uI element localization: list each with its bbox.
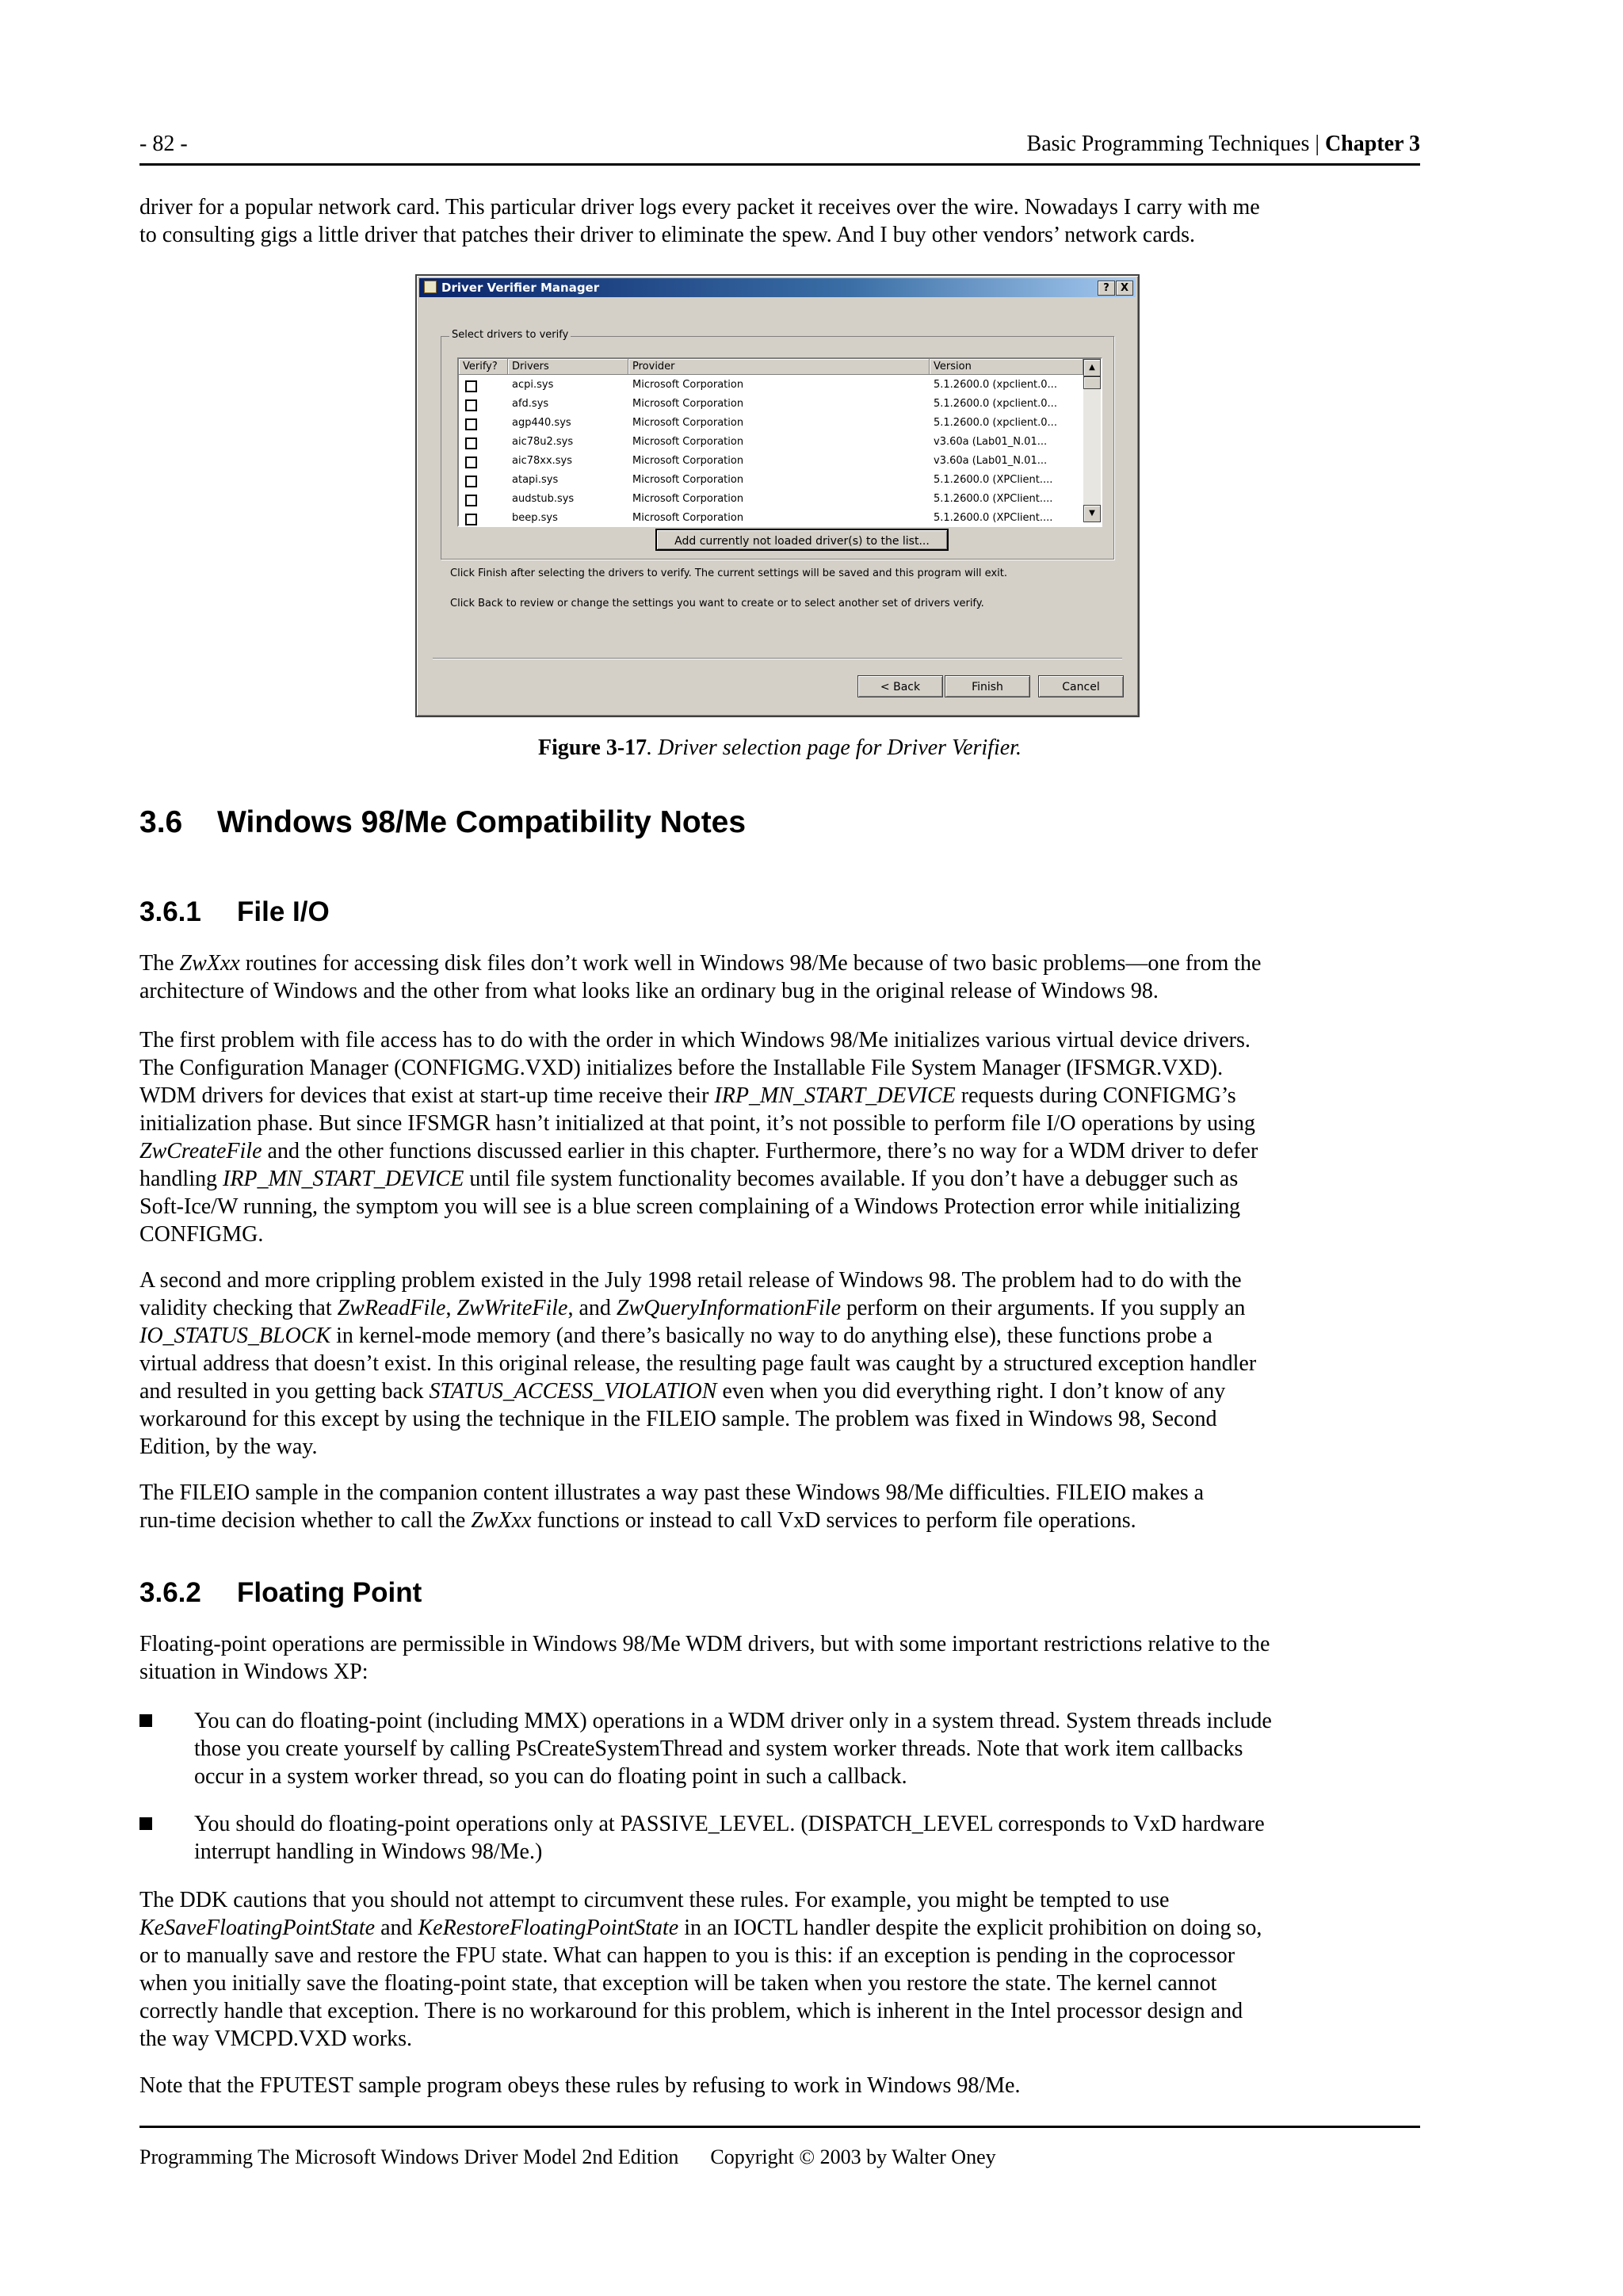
verify-checkbox[interactable] [465, 457, 477, 468]
verify-checkbox[interactable] [465, 437, 477, 449]
page-footer [139, 2126, 1420, 2169]
driver-row[interactable]: agp440.sys Microsoft Corporation 5.1.2600.0 (xpclient.0... [459, 414, 1077, 433]
paragraph: The ZwXxx routines for accessing disk files don’t work well in Windows 98/Me because of two basic problems—one from the architecture of Windows and the other from what looks like an ordinary bug in the original release of Windows 98. [139, 951, 1262, 1003]
scroll-down-icon[interactable]: ▼ [1083, 505, 1101, 522]
driver-row[interactable]: afd.sys Microsoft Corporation 5.1.2600.0 (xpclient.0... [459, 395, 1077, 414]
figure-caption [139, 735, 1420, 761]
figure-label: Figure 3-17 [538, 735, 647, 760]
list-scrollbar[interactable] [1083, 359, 1101, 522]
subsection-heading-file-io: 3.6.1 File I/O [139, 896, 330, 927]
running-header [139, 132, 1420, 166]
finish-hint: Click Finish after selecting the drivers to verify. The current settings will be saved and this program will exit. [450, 567, 1007, 579]
help-button[interactable]: ? [1098, 281, 1115, 296]
intro-paragraph: driver for a popular network card. This particular driver logs every packet it receives over the wire. Nowadays I carry with me to consulting gigs a little driver that patches their driver to eliminate the spew. And I buy other vendors’ network cards. [139, 195, 1260, 247]
paragraph: The first problem with file access has to do with the order in which Windows 98/Me initializes various virtual device drivers. The Configuration Manager (CONFIGMG.VXD) initializes before the Installable File System Manager (IFSMGR.VXD). WDM drivers for devices that exist at start-up time receive their IRP_MN_START_DEVICE requests during CONFIGMG’s initialization phase. But since IFSMGR hasn’t initialized at that point, it’s not possible to perform file I/O operations by using ZwCreateFile and the other functions discussed earlier in this chapter. Furthermore, there’s no way for a WDM driver to defer handling IRP_MN_START_DEVICE until file system functionality becomes available. If you don’t have a debugger such as Soft-Ice/W running, the symptom you will see is a blue screen complaining of a Windows Protection error while initializing CONFIGMG. [139, 1028, 1258, 1247]
group-label: Select drivers to verify [449, 329, 571, 341]
dialog-title: Driver Verifier Manager [441, 281, 600, 295]
dialog-separator [433, 658, 1122, 659]
driver-row[interactable]: aic78xx.sys Microsoft Corporation v3.60a (Lab01_N.01... [459, 452, 1077, 471]
back-button[interactable]: < Back [857, 675, 943, 697]
bullet-icon [139, 1714, 152, 1727]
subsection-heading-floating-point: 3.6.2 Floating Point [139, 1577, 422, 1608]
paragraph: Floating-point operations are permissible in Windows 98/Me WDM drivers, but with some important restrictions relative to the situation in Windows XP: [139, 1632, 1270, 1684]
copyright: Copyright © 2003 by Walter Oney [710, 2145, 996, 2168]
verify-checkbox[interactable] [465, 476, 477, 487]
book-title: Programming The Microsoft Windows Driver Model 2nd Edition [139, 2145, 679, 2168]
list-item: You can do floating-point (including MMX) operations in a WDM driver only in a system thread. System threads include those you create yourself by calling PsCreateSystemThread and system worker threads. Note that work item callbacks occur in a system worker thread, so you can do floating point in such a callback. [139, 1707, 1396, 1790]
paragraph: A second and more crippling problem existed in the July 1998 retail release of Windows 98. The problem had to do with the validity checking that ZwReadFile, ZwWriteFile, and ZwQueryInformationFile perform on their arguments. If you supply an IO_STATUS_BLOCK in kernel-mode memory (and there’s basically no way to do anything else), these functions probe a virtual address that doesn’t exist. In this original release, the resulting page fault was caught by a structured exception handler and resulted in you getting back STATUS_ACCESS_VIOLATION even when you did everything right. I don’t know of any workaround for this except by using the technique in the FILEIO sample. The problem was fixed in Windows 98, Second Edition, by the way. [139, 1268, 1257, 1459]
column-version[interactable]: Version [930, 359, 1083, 375]
verify-checkbox[interactable] [465, 399, 477, 411]
driver-row[interactable]: atapi.sys Microsoft Corporation 5.1.2600.0 (XPClient.... [459, 471, 1077, 490]
scroll-thumb[interactable] [1083, 376, 1101, 389]
list-item: You should do floating-point operations only at PASSIVE_LEVEL. (DISPATCH_LEVEL corresponds to VxD hardware interrupt handling in Windows 98/Me.) [139, 1810, 1396, 1866]
back-hint: Click Back to review or change the settings you want to create or to select another set of drivers verify. [450, 598, 984, 609]
section-heading: 3.6 Windows 98/Me Compatibility Notes [139, 805, 747, 839]
column-verify[interactable]: Verify? [459, 359, 508, 375]
driver-verifier-dialog [415, 274, 1140, 717]
running-title: Basic Programming Techniques | Chapter 3 [1026, 132, 1420, 156]
verify-checkbox[interactable] [465, 418, 477, 430]
paragraph: The DDK cautions that you should not attempt to circumvent these rules. For example, you might be tempted to use KeSaveFloatingPointState and KeRestoreFloatingPointState in an IOCTL handler despite the explicit prohibition on doing so, or to manually save and restore the FPU state. What can happen to you is this: if an exception is pending in the coprocessor when you initially save the floating-point state, that exception will be taken when you restore the state. The kernel cannot correctly handle that exception. There is no workaround for this problem, which is inherent in the Intel processor design and the way VMCPD.VXD works. [139, 1888, 1262, 2051]
scroll-up-icon[interactable]: ▲ [1083, 359, 1101, 376]
finish-button[interactable]: Finish [945, 675, 1030, 697]
select-drivers-group [441, 329, 1114, 560]
paragraph: The FILEIO sample in the companion content illustrates a way past these Windows 98/Me difficulties. FILEIO makes a run-time decision whether to call the ZwXxx functions or instead to call VxD services to perform file operations. [139, 1480, 1205, 1533]
column-provider[interactable]: Provider [628, 359, 930, 375]
verify-checkbox[interactable] [465, 380, 477, 392]
driver-row[interactable]: audstub.sys Microsoft Corporation 5.1.2600.0 (XPClient.... [459, 490, 1077, 509]
add-drivers-button[interactable]: Add currently not loaded driver(s) to the list... [655, 529, 949, 551]
page-number: - 82 - [139, 132, 188, 156]
verify-checkbox[interactable] [465, 495, 477, 506]
drivers-list[interactable] [457, 357, 1102, 527]
verify-checkbox[interactable] [465, 514, 477, 525]
driver-row[interactable]: acpi.sys Microsoft Corporation 5.1.2600.0 (xpclient.0... [459, 376, 1077, 395]
bullet-icon [139, 1817, 152, 1830]
column-drivers[interactable]: Drivers [508, 359, 628, 375]
close-button[interactable]: X [1116, 281, 1133, 296]
dialog-titlebar [419, 278, 1136, 297]
chapter-label: Chapter 3 [1324, 132, 1420, 156]
driver-row[interactable]: beep.sys Microsoft Corporation 5.1.2600.0 (XPClient.... [459, 509, 1077, 527]
figure-caption-text: . Driver selection page for Driver Verifier. [647, 735, 1022, 760]
paragraph: Note that the FPUTEST sample program obeys these rules by refusing to work in Windows 98/Me. [139, 2073, 1021, 2098]
driver-row[interactable]: aic78u2.sys Microsoft Corporation v3.60a (Lab01_N.01... [459, 433, 1077, 452]
cancel-button[interactable]: Cancel [1038, 675, 1124, 697]
app-icon [424, 281, 437, 293]
